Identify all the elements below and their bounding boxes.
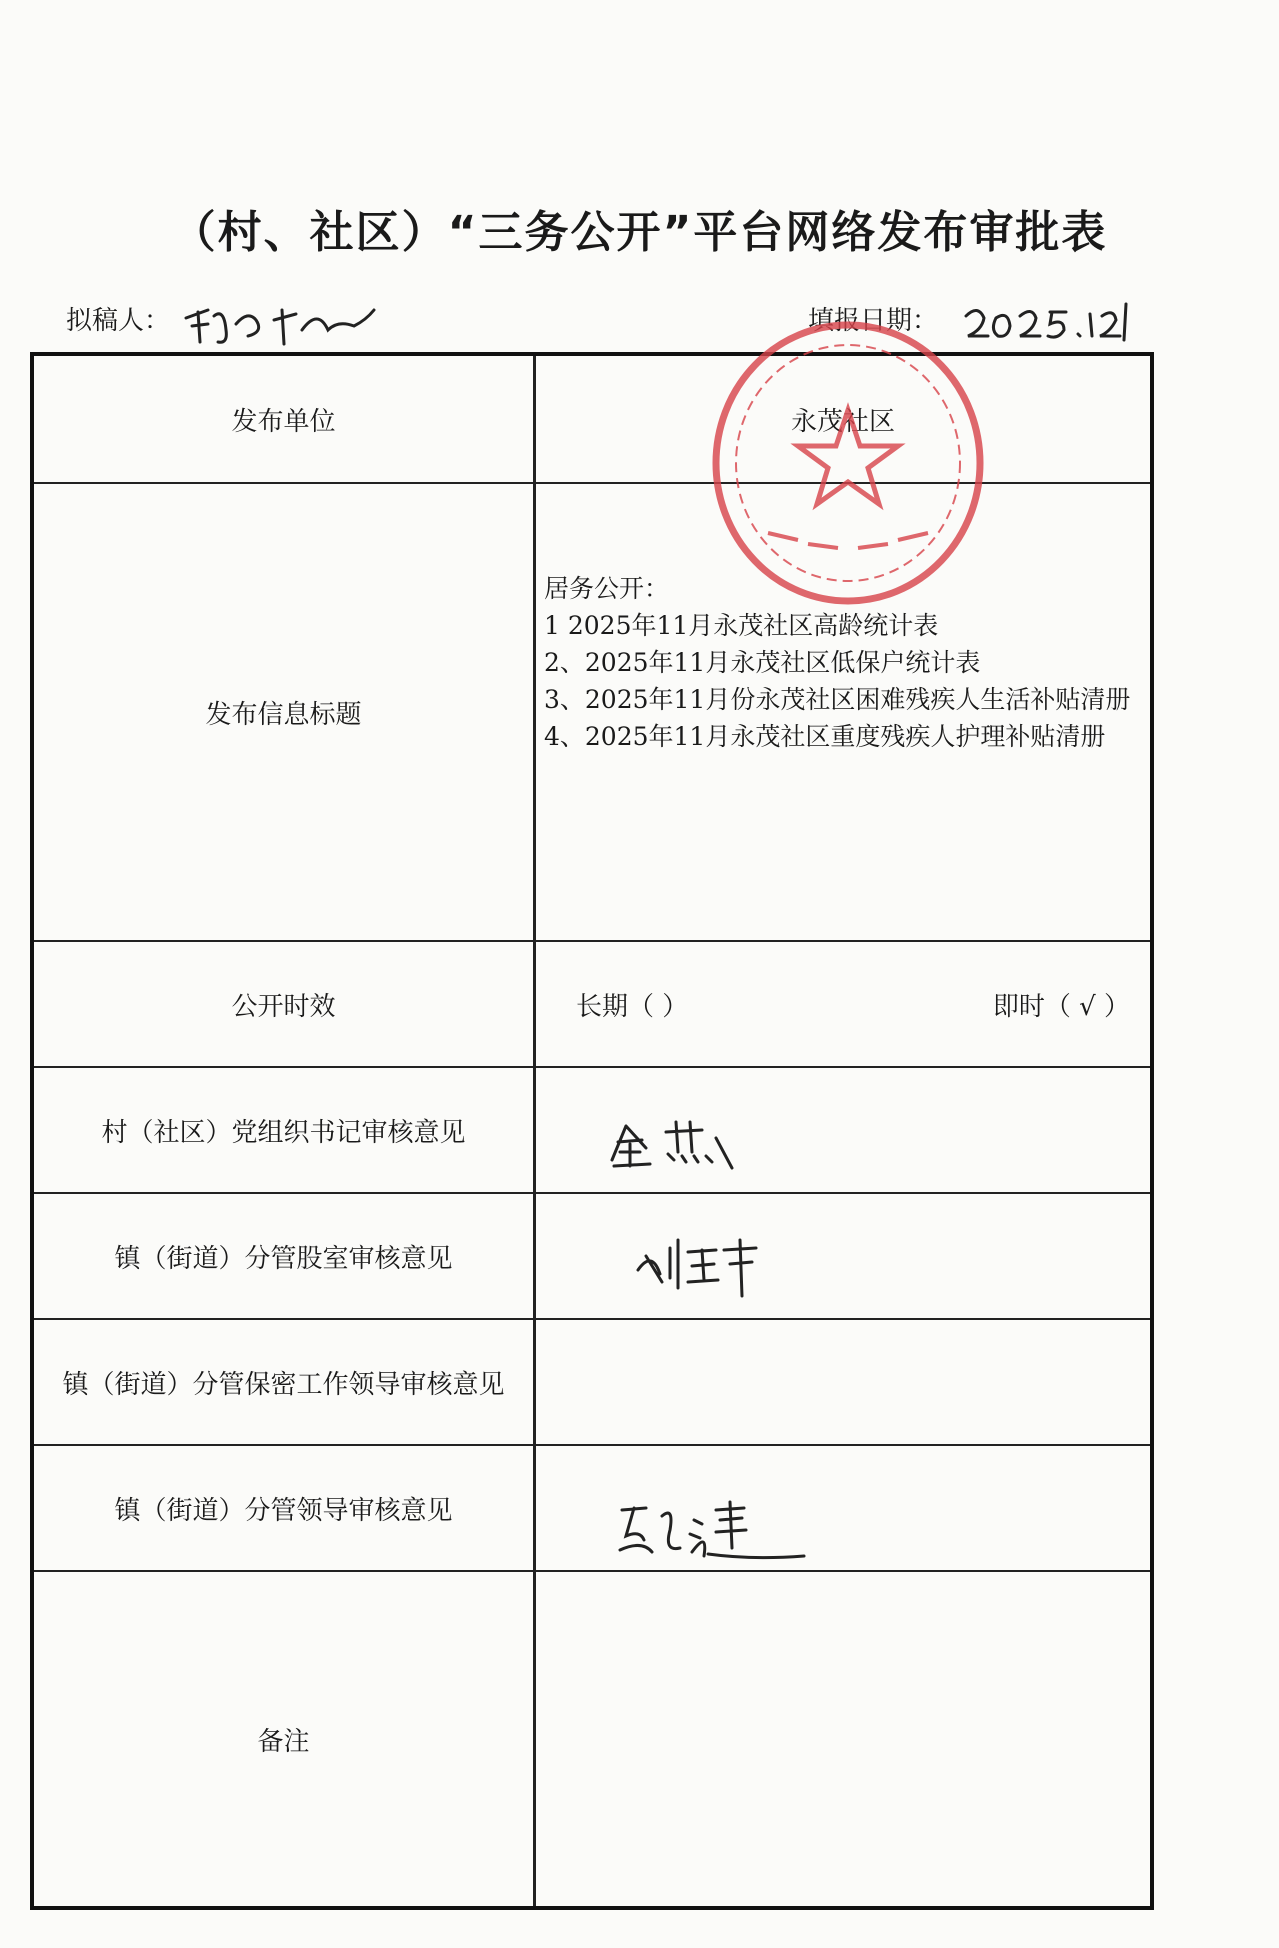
publicity-period-label: 公开时效: [34, 942, 536, 1066]
long-term-option: 长期（ ）: [576, 991, 689, 1022]
row-publicity-period: [34, 942, 1150, 1068]
remarks-content: [536, 1572, 1150, 1906]
immediate-option: 即时（ √ ）: [992, 991, 1130, 1022]
row-party-secretary: [34, 1068, 1150, 1194]
list-item: 3、2025年11月份永茂社区困难残疾人生活补贴清册: [544, 685, 1131, 714]
drafter-label: 拟稿人：: [66, 306, 171, 336]
leader-opinion: [536, 1446, 1150, 1570]
fill-date-label: 填报日期：: [808, 306, 939, 336]
drafter-signature: [178, 290, 378, 350]
section-office-label: 镇（街道）分管股室审核意见: [34, 1194, 536, 1318]
leader-signature: [612, 1490, 812, 1570]
party-secretary-label: 村（社区）党组织书记审核意见: [34, 1068, 536, 1192]
row-confidentiality-leader: [34, 1320, 1150, 1446]
leader-label: 镇（街道）分管领导审核意见: [34, 1446, 536, 1570]
publishing-unit-label: 发布单位: [34, 356, 536, 482]
row-leader: [34, 1446, 1150, 1572]
section-office-signature: [632, 1230, 772, 1300]
section-office-opinion: [536, 1194, 1150, 1318]
remarks-label: 备注: [34, 1572, 536, 1906]
row-section-office: [34, 1194, 1150, 1320]
list-item: 1 2025年11月永茂社区高龄统计表: [544, 611, 939, 640]
confidentiality-leader-opinion: [536, 1320, 1150, 1444]
party-secretary-signature: [606, 1108, 766, 1178]
info-title-label: 发布信息标题: [34, 484, 536, 940]
party-secretary-opinion: [536, 1068, 1150, 1192]
row-remarks: [34, 1572, 1150, 1906]
confidentiality-leader-label: 镇（街道）分管保密工作领导审核意见: [34, 1320, 536, 1444]
drafter-row: [66, 300, 170, 337]
info-title-heading: 居务公开：: [544, 574, 670, 603]
official-seal-stamp: [708, 318, 988, 608]
publishing-unit-value: 永茂社区: [790, 406, 895, 437]
list-item: 4、2025年11月永茂社区重度残疾人护理补贴清册: [544, 722, 1106, 751]
form-title: （村、社区）“三务公开”平台网络发布审批表: [171, 207, 1108, 258]
publicity-period-options: [536, 942, 1150, 1066]
list-item: 2、2025年11月永茂社区低保户统计表: [544, 648, 981, 677]
